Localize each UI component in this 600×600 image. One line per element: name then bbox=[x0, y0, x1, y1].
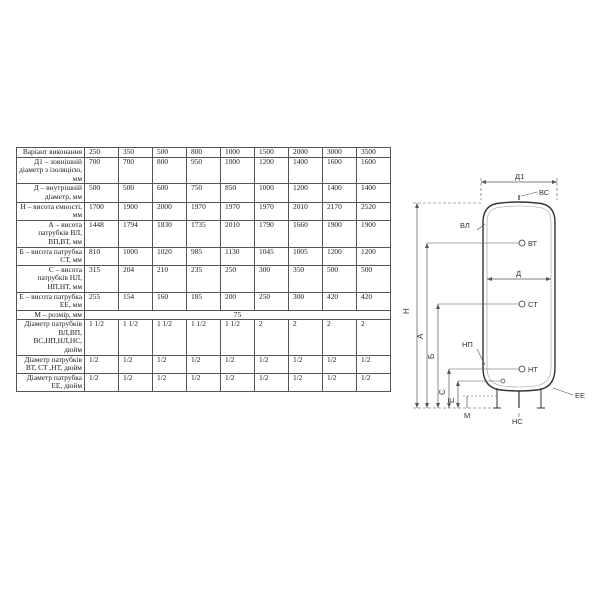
row-label: А – висота патрубків ВЛ, ВП,ВТ, мм bbox=[17, 220, 85, 247]
table-cell: 1200 bbox=[289, 184, 323, 202]
table-cell: 1 1/2 bbox=[119, 320, 153, 355]
table-row bbox=[17, 292, 391, 310]
label-d: Д bbox=[516, 269, 522, 278]
table-cell: 1/2 bbox=[153, 373, 187, 391]
table-cell: 1900 bbox=[119, 202, 153, 220]
table-cell: 1045 bbox=[255, 247, 289, 265]
row-label: Б – висота патрубка СТ, мм bbox=[17, 247, 85, 265]
table-cell: 1200 bbox=[255, 157, 289, 184]
table-cell: 200 bbox=[221, 292, 255, 310]
label-ee: ЕЕ bbox=[575, 391, 586, 400]
table-row bbox=[17, 220, 391, 247]
table-cell: 1970 bbox=[187, 202, 221, 220]
table-cell: 1/2 bbox=[323, 355, 357, 373]
table-cell: 1 1/2 bbox=[85, 320, 119, 355]
table-cell: 210 bbox=[153, 265, 187, 292]
table-row bbox=[17, 202, 391, 220]
table-cell: 250 bbox=[85, 148, 119, 158]
label-hc: НС bbox=[512, 417, 523, 426]
header-row bbox=[17, 148, 391, 158]
row-label: М – розмір, мм bbox=[17, 310, 85, 320]
table-cell: 1200 bbox=[357, 247, 391, 265]
table-cell: 185 bbox=[187, 292, 221, 310]
table-cell: 500 bbox=[119, 184, 153, 202]
table-cell: 1448 bbox=[85, 220, 119, 247]
table-row bbox=[17, 265, 391, 292]
table-cell: 1970 bbox=[221, 202, 255, 220]
spec-table bbox=[16, 147, 391, 392]
table-cell: 250 bbox=[221, 265, 255, 292]
table-row bbox=[17, 373, 391, 391]
m-value: 75 bbox=[85, 310, 391, 320]
table-cell: 1790 bbox=[255, 220, 289, 247]
table-cell: 1/2 bbox=[187, 355, 221, 373]
table-cell: 1005 bbox=[289, 247, 323, 265]
table-cell: 750 bbox=[187, 184, 221, 202]
row-label: Е – висота патрубка ЕЕ, мм bbox=[17, 292, 85, 310]
table-cell: 1830 bbox=[153, 220, 187, 247]
table-cell: 1000 bbox=[255, 184, 289, 202]
table-cell: 1660 bbox=[289, 220, 323, 247]
table-row bbox=[17, 320, 391, 355]
label-c: С bbox=[438, 389, 447, 395]
table-cell: 500 bbox=[85, 184, 119, 202]
label-m: М bbox=[464, 411, 471, 420]
table-cell: 1 1/2 bbox=[221, 320, 255, 355]
table-cell: 1970 bbox=[255, 202, 289, 220]
label-b: Б bbox=[427, 353, 436, 359]
table-cell: 700 bbox=[119, 157, 153, 184]
table-cell: 1 1/2 bbox=[187, 320, 221, 355]
table-cell: 1/2 bbox=[289, 373, 323, 391]
table-cell: 1 1/2 bbox=[153, 320, 187, 355]
table-cell: 1/2 bbox=[153, 355, 187, 373]
label-st: СТ bbox=[528, 300, 538, 309]
table-cell: 500 bbox=[357, 265, 391, 292]
table-cell: 1/2 bbox=[221, 355, 255, 373]
table-row bbox=[17, 184, 391, 202]
label-vl: ВЛ bbox=[460, 221, 470, 230]
table-cell: 350 bbox=[119, 148, 153, 158]
table-cell: 2010 bbox=[289, 202, 323, 220]
table-cell: 700 bbox=[85, 157, 119, 184]
table-cell: 250 bbox=[255, 292, 289, 310]
label-e: Е bbox=[447, 397, 456, 403]
table-cell: 1/2 bbox=[85, 373, 119, 391]
table-cell: 1900 bbox=[323, 220, 357, 247]
table-cell: 3000 bbox=[323, 148, 357, 158]
table-cell: 800 bbox=[187, 148, 221, 158]
label-a: А bbox=[416, 333, 425, 339]
table-cell: 2 bbox=[255, 320, 289, 355]
table-cell: 2010 bbox=[221, 220, 255, 247]
table-cell: 300 bbox=[255, 265, 289, 292]
tank-body bbox=[483, 202, 555, 391]
table-cell: 1/2 bbox=[187, 373, 221, 391]
table-cell: 2 bbox=[323, 320, 357, 355]
table-cell: 1/2 bbox=[119, 373, 153, 391]
table-cell: 600 bbox=[153, 184, 187, 202]
table-cell: 1/2 bbox=[119, 355, 153, 373]
table-row bbox=[17, 157, 391, 184]
label-d1: Д1 bbox=[515, 172, 525, 181]
table-cell: 950 bbox=[187, 157, 221, 184]
row-label: Діаметр патрубка ЕЕ, дюйм bbox=[17, 373, 85, 391]
table-cell: 2170 bbox=[323, 202, 357, 220]
table-cell: 420 bbox=[357, 292, 391, 310]
table-cell: 420 bbox=[323, 292, 357, 310]
table-cell: 1400 bbox=[357, 184, 391, 202]
table-cell: 500 bbox=[323, 265, 357, 292]
table-cell: 1794 bbox=[119, 220, 153, 247]
table-cell: 500 bbox=[153, 148, 187, 158]
label-vt: ВТ bbox=[528, 239, 538, 248]
table-cell: 1130 bbox=[221, 247, 255, 265]
label-nt: НТ bbox=[528, 365, 538, 374]
table-cell: 154 bbox=[119, 292, 153, 310]
table-cell: 2000 bbox=[153, 202, 187, 220]
table-cell: 1200 bbox=[323, 247, 357, 265]
table-cell: 1000 bbox=[221, 157, 255, 184]
table-cell: 1500 bbox=[255, 148, 289, 158]
table-cell: 1900 bbox=[357, 220, 391, 247]
row-label: Д1 – зовнішній діаметр з ізоляцією, мм bbox=[17, 157, 85, 184]
table-cell: 1/2 bbox=[289, 355, 323, 373]
row-label: Д – внутрішній діаметр, мм bbox=[17, 184, 85, 202]
table-cell: 2520 bbox=[357, 202, 391, 220]
label-np: НП bbox=[462, 340, 473, 349]
table-cell: 315 bbox=[85, 265, 119, 292]
table-cell: 2000 bbox=[289, 148, 323, 158]
table-cell: 300 bbox=[289, 292, 323, 310]
table-cell: 1735 bbox=[187, 220, 221, 247]
table-cell: 1/2 bbox=[323, 373, 357, 391]
table-cell: 204 bbox=[119, 265, 153, 292]
table-cell: 1000 bbox=[221, 148, 255, 158]
table-cell: 350 bbox=[289, 265, 323, 292]
table-cell: 1/2 bbox=[357, 355, 391, 373]
table-cell: 1600 bbox=[323, 157, 357, 184]
table-cell: 850 bbox=[221, 184, 255, 202]
row-label: Діаметр патрубків ВЛ,ВП, ВС,НП,НЛ,НС, дюйм bbox=[17, 320, 85, 355]
table-cell: 1/2 bbox=[255, 373, 289, 391]
table-cell: 160 bbox=[153, 292, 187, 310]
row-label: Діаметр патрубків ВТ, СТ ,НТ, дюйм bbox=[17, 355, 85, 373]
table-cell: 1/2 bbox=[221, 373, 255, 391]
table-cell: 1/2 bbox=[85, 355, 119, 373]
table-cell: 235 bbox=[187, 265, 221, 292]
label-h: Н bbox=[402, 308, 411, 314]
table-cell: 1400 bbox=[323, 184, 357, 202]
table-cell: 255 bbox=[85, 292, 119, 310]
table-cell: 1600 bbox=[357, 157, 391, 184]
table-cell: 2 bbox=[357, 320, 391, 355]
table-cell: 1700 bbox=[85, 202, 119, 220]
tank-diagram bbox=[402, 170, 590, 435]
table-row bbox=[17, 247, 391, 265]
table-cell: 3500 bbox=[357, 148, 391, 158]
table-cell: 1020 bbox=[153, 247, 187, 265]
table-cell: 1/2 bbox=[255, 355, 289, 373]
label-bc: ВС bbox=[539, 188, 550, 197]
row-label: Варіант виконання bbox=[17, 148, 85, 158]
table-cell: 2 bbox=[289, 320, 323, 355]
table-cell: 1000 bbox=[119, 247, 153, 265]
table-cell: 1/2 bbox=[357, 373, 391, 391]
row-label: С – висота патрубків НЛ, НП,НТ, мм bbox=[17, 265, 85, 292]
row-label: Н – висота ємності, мм bbox=[17, 202, 85, 220]
table-cell: 810 bbox=[85, 247, 119, 265]
table-cell: 1400 bbox=[289, 157, 323, 184]
table-row bbox=[17, 355, 391, 373]
table-cell: 800 bbox=[153, 157, 187, 184]
table-cell: 985 bbox=[187, 247, 221, 265]
